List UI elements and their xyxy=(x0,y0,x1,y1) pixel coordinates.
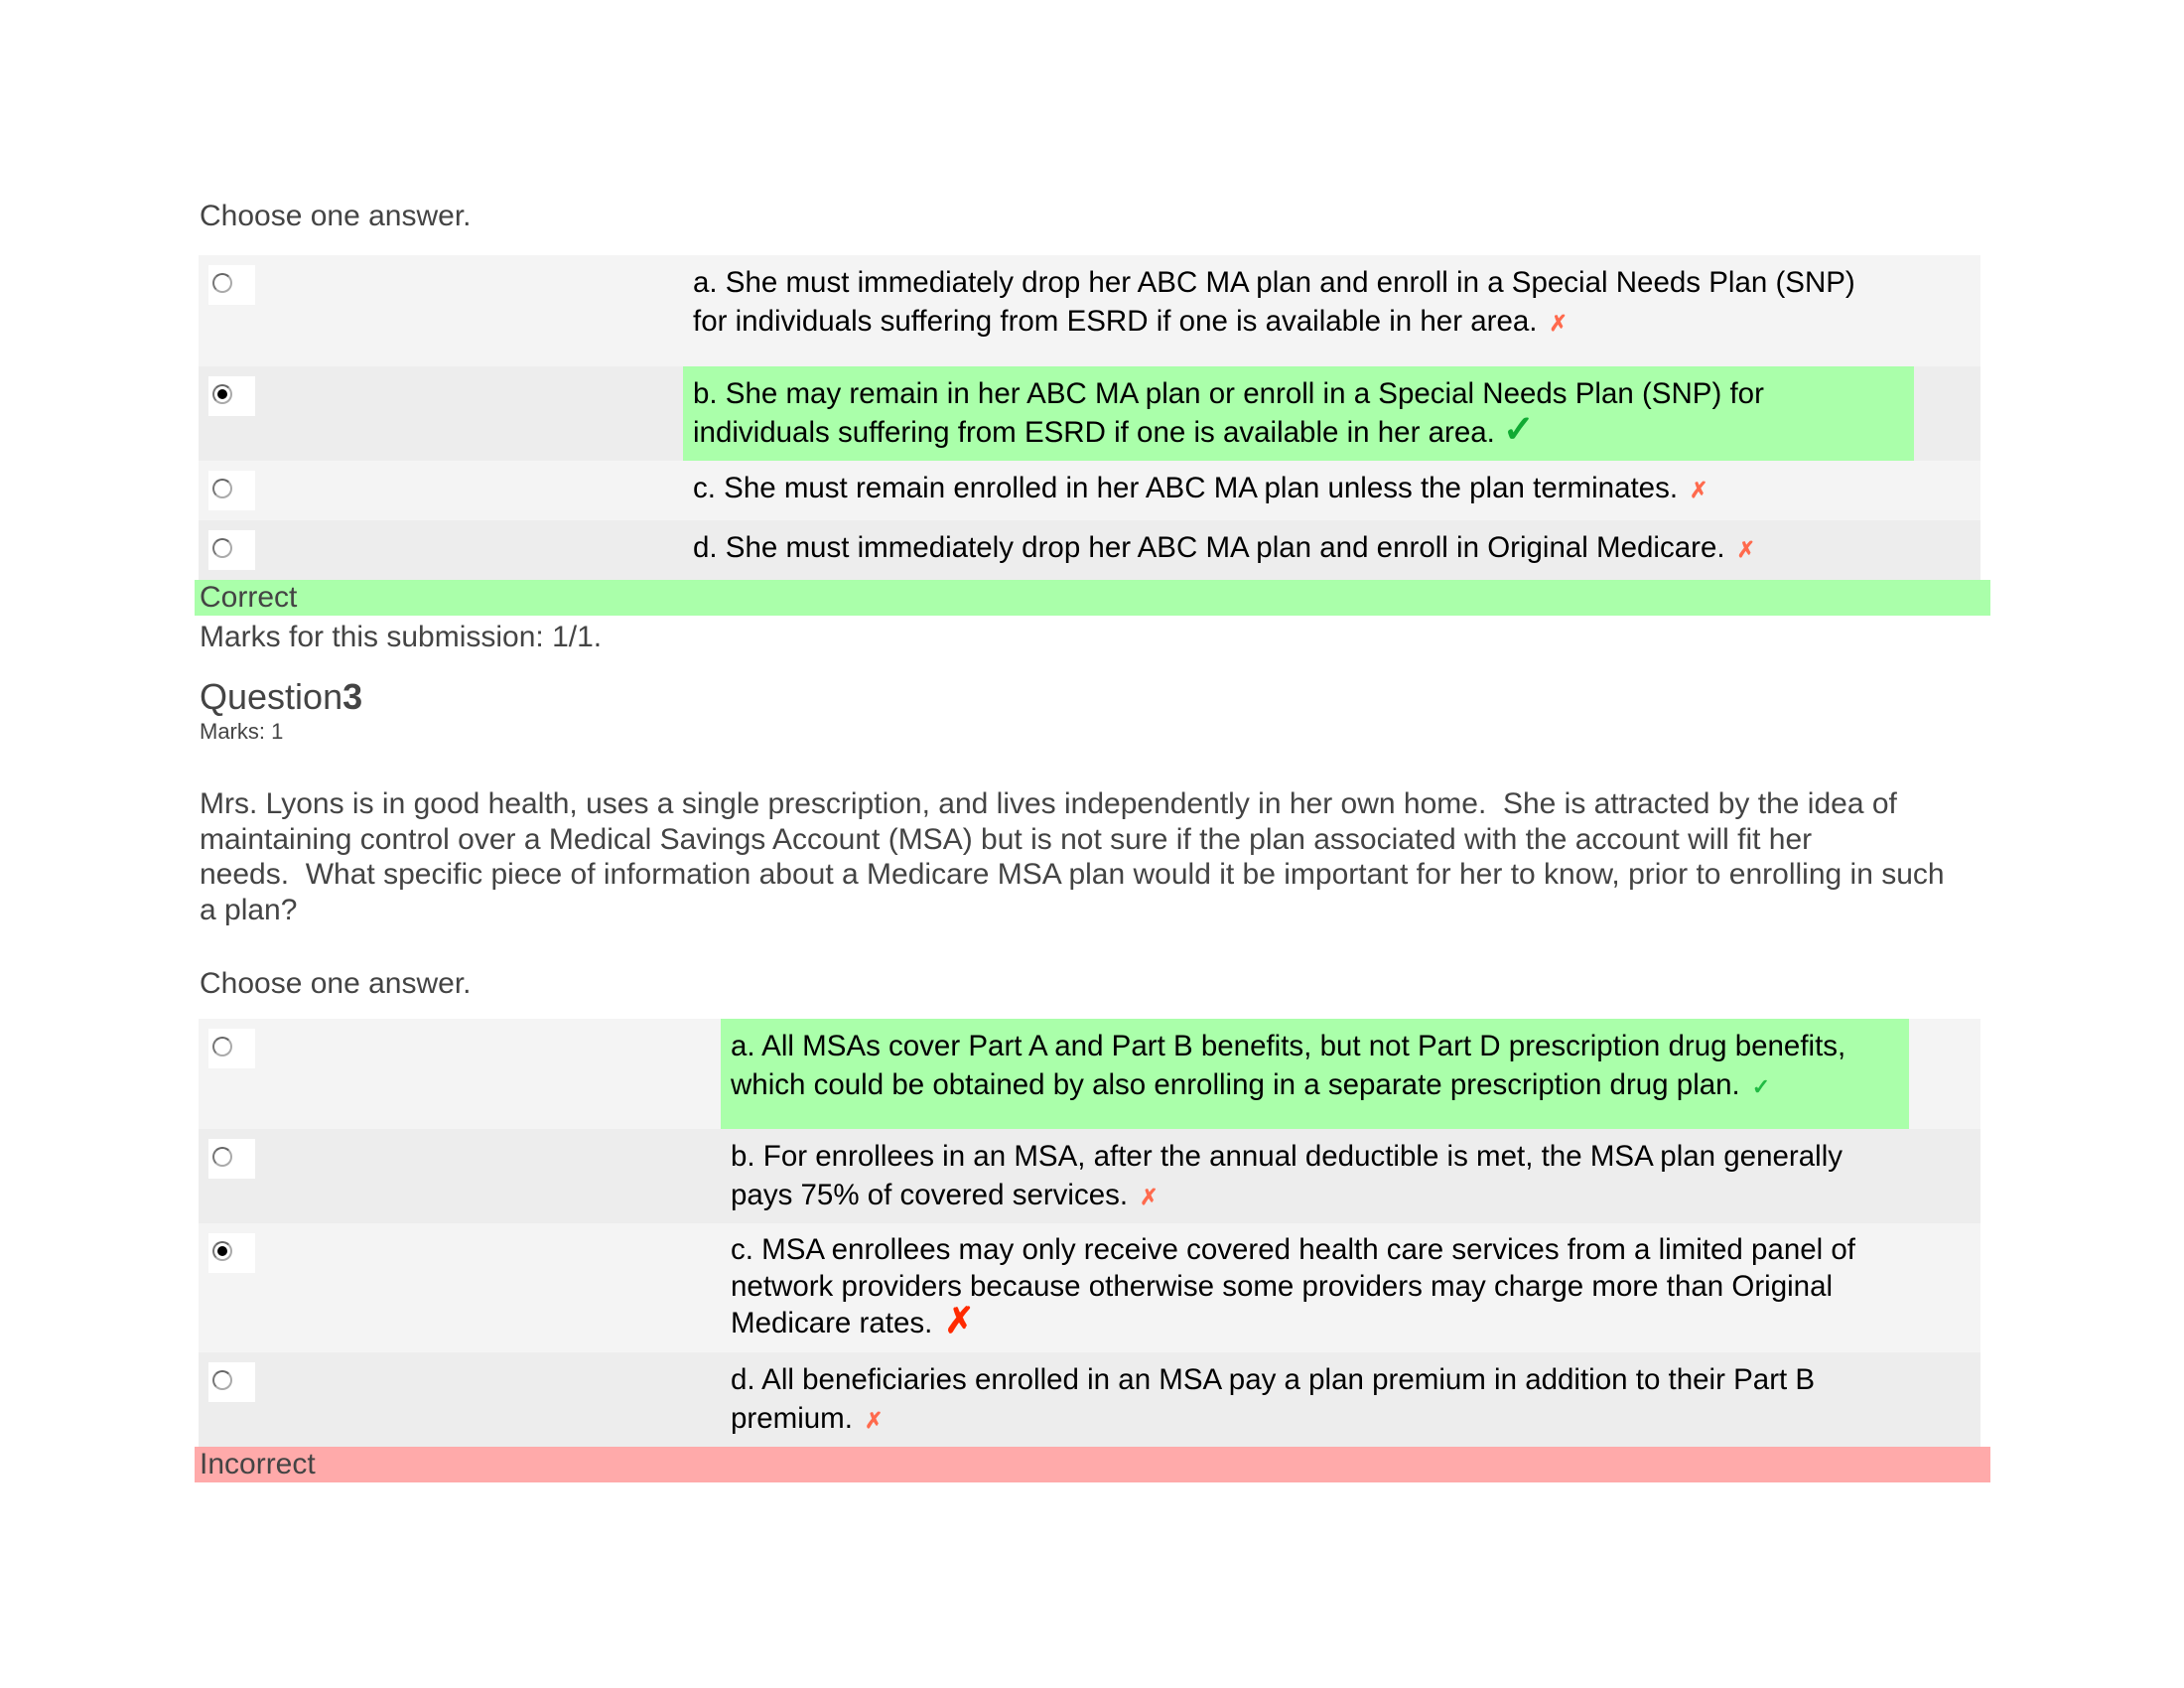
q2-option-b-radio-selected[interactable] xyxy=(212,384,232,404)
q3-option-a-row[interactable] xyxy=(199,1019,1980,1129)
correct-check-icon: ✓ xyxy=(1502,409,1535,451)
q2-option-c-row[interactable] xyxy=(199,461,1980,520)
incorrect-option-cross-icon: ✗ xyxy=(1690,478,1708,502)
q2-option-d-text: d. She must immediately drop her ABC MA plan and enroll in Original Medicare. ✗ xyxy=(693,528,1924,569)
q3-marks-label: Marks: 1 xyxy=(200,719,284,744)
q3-option-a-radio[interactable] xyxy=(212,1037,232,1056)
q3-option-b-row[interactable] xyxy=(199,1129,1980,1223)
q3-option-b-radio[interactable] xyxy=(212,1147,232,1167)
q2-option-b-row[interactable] xyxy=(199,366,1980,461)
q3-option-a-text-cell-correct xyxy=(721,1019,1909,1129)
q2-option-b-text-cell-correct xyxy=(683,366,1914,461)
q2-option-d-radio-cell[interactable] xyxy=(208,530,255,570)
q2-option-d-row[interactable] xyxy=(199,520,1980,580)
q3-question-text: Mrs. Lyons is in good health, uses a single prescription, and lives independently in her own home. She is attracted by the idea of maintaining control over a Medical Savings Account (MSA) but is not sure if the plan associated with the account will fit her needs. What specific piece of information about a Medicare MSA plan would it be important for her to know, prior to enrolling in such a plan? xyxy=(200,787,1945,926)
q3-option-c-text-cell xyxy=(721,1223,1962,1352)
q3-number: 3 xyxy=(342,676,363,717)
incorrect-option-cross-icon: ✗ xyxy=(1140,1185,1159,1209)
q3-answer-table xyxy=(199,1019,1980,1447)
wrong-selection-cross-icon: ✗ xyxy=(944,1300,975,1340)
q3-option-b-radio-cell[interactable] xyxy=(208,1139,255,1179)
q3-option-d-radio[interactable] xyxy=(212,1370,232,1390)
incorrect-option-cross-icon: ✗ xyxy=(1736,537,1755,562)
q2-choose-one-label: Choose one answer. xyxy=(200,200,472,232)
incorrect-option-cross-icon: ✗ xyxy=(864,1408,884,1433)
q2-option-a-row[interactable] xyxy=(199,255,1980,366)
q2-option-a-text-cell xyxy=(683,255,1924,366)
q3-option-c-row[interactable] xyxy=(199,1223,1980,1352)
q2-option-d-text-cell xyxy=(683,520,1924,580)
q3-option-d-text: d. All beneficiaries enrolled in an MSA pay a plan premium in addition to their Part B premium. ✗ xyxy=(731,1360,1962,1440)
q2-option-c-text: c. She must remain enrolled in her ABC MA plan unless the plan terminates. ✗ xyxy=(693,469,1924,509)
q2-option-c-radio-cell[interactable] xyxy=(208,471,255,510)
q3-choose-one-label: Choose one answer. xyxy=(200,967,472,1000)
correct-check-icon: ✓ xyxy=(1751,1074,1771,1099)
q3-option-c-radio-cell[interactable] xyxy=(208,1233,255,1273)
q3-option-a-text: a. All MSAs cover Part A and Part B benefits, but not Part D prescription drug benefits, which could be obtained by also enrolling in a separate prescription drug plan. ✓ xyxy=(731,1027,1909,1106)
q2-option-c-text-cell xyxy=(683,461,1924,520)
q3-option-d-radio-cell[interactable] xyxy=(208,1362,255,1402)
q3-option-b-text-cell xyxy=(721,1129,1962,1223)
q3-feedback-incorrect-bar: Incorrect xyxy=(195,1447,1990,1482)
q2-feedback-correct-bar: Correct xyxy=(195,580,1990,616)
q2-option-b-text: b. She may remain in her ABC MA plan or enroll in a Special Needs Plan (SNP) for individuals suffering from ESRD if one is available in her area. ✓ xyxy=(693,377,1764,451)
q2-marks-for-submission: Marks for this submission: 1/1. xyxy=(200,621,603,653)
q2-option-a-radio-cell[interactable] xyxy=(208,265,255,305)
q2-answer-table xyxy=(199,255,1980,580)
q3-option-c-text: c. MSA enrollees may only receive covered health care services from a limited panel of network providers because otherwise some providers may charge more than Original Medicare rates. ✗ xyxy=(731,1233,1855,1340)
incorrect-option-cross-icon: ✗ xyxy=(1549,311,1568,336)
q2-option-d-radio[interactable] xyxy=(212,538,232,558)
q2-option-a-radio[interactable] xyxy=(212,273,232,293)
q3-option-c-radio-selected[interactable] xyxy=(212,1241,232,1261)
q3-heading: Question3 xyxy=(200,676,363,717)
q3-option-a-radio-cell[interactable] xyxy=(208,1029,255,1068)
q3-option-d-row[interactable] xyxy=(199,1352,1980,1447)
q2-option-a-text: a. She must immediately drop her ABC MA plan and enroll in a Special Needs Plan (SNP) for individuals suffering from ESRD if one is available in her area. ✗ xyxy=(693,263,1924,343)
q2-option-c-radio[interactable] xyxy=(212,479,232,498)
q3-option-b-text: b. For enrollees in an MSA, after the annual deductible is met, the MSA plan generally pays 75% of covered services. ✗ xyxy=(731,1137,1962,1216)
q3-option-d-text-cell xyxy=(721,1352,1962,1447)
q2-option-b-radio-cell[interactable] xyxy=(208,376,255,416)
